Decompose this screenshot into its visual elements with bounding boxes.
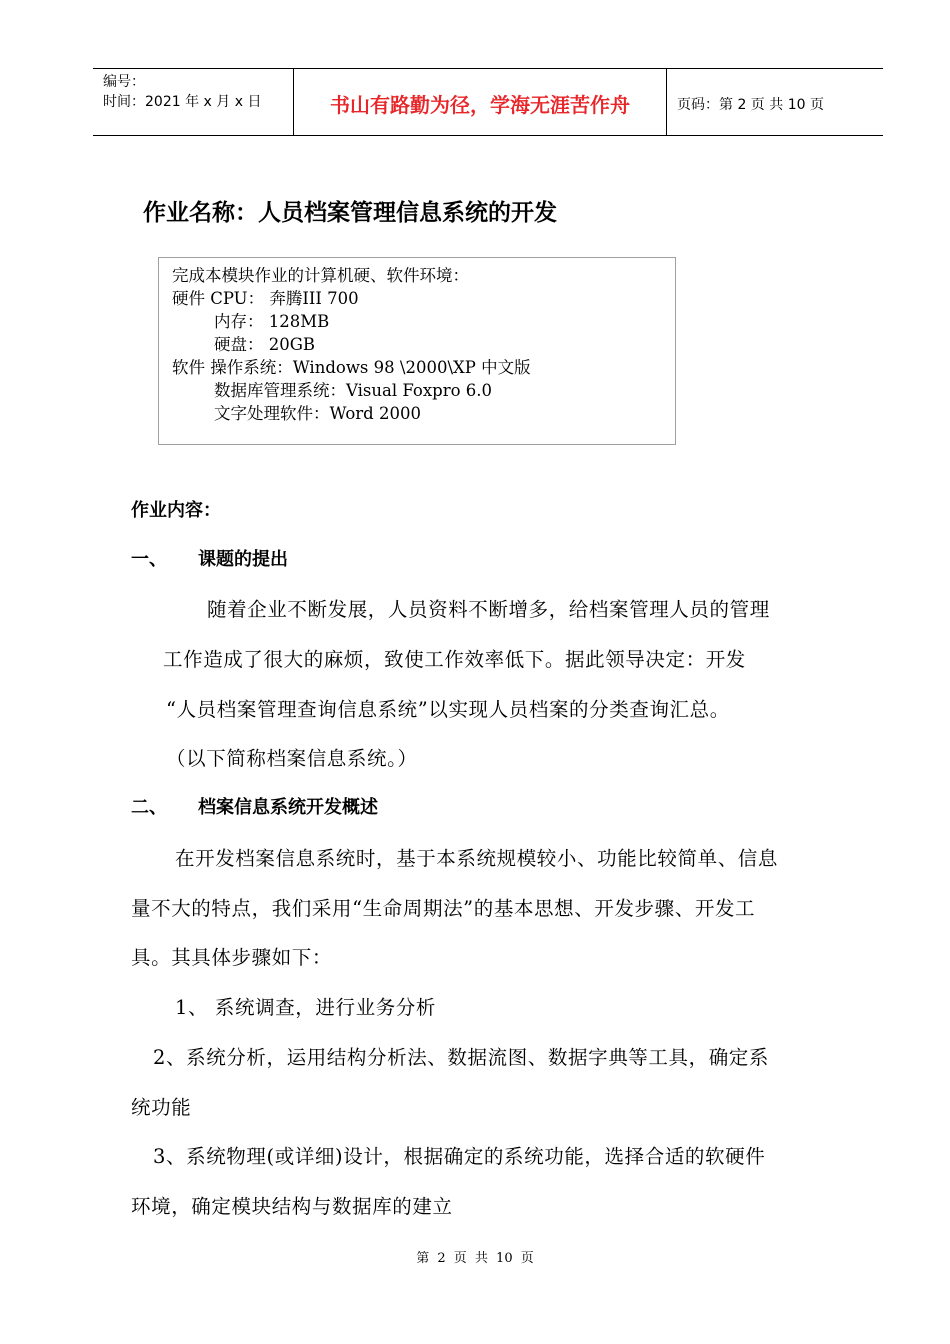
step-2: 2、系统分析，运用结构分析法、数据流图、数据字典等工具，确定系 (153, 1046, 770, 1069)
environment-database: 数据库管理系统：Visual Foxpro 6.0 (214, 381, 493, 400)
header-motto: 书山有路勤为径，学海无涯苦作舟 (330, 93, 630, 117)
section-2-line-1: 在开发档案信息系统时，基于本系统规模较小、功能比较简单、信息 (175, 847, 779, 870)
assignment-title: 作业名称：人员档案管理信息系统的开发 (143, 200, 557, 226)
page-header (93, 68, 883, 136)
section-1-number: 一、 (131, 549, 167, 570)
header-motto-cell (294, 69, 667, 135)
step-1: 1、 系统调查，进行业务分析 (175, 996, 437, 1019)
header-page-info: 页码：第 2 页 共 10 页 (677, 97, 824, 113)
section-1-line-4: （以下简称档案信息系统。） (166, 747, 418, 770)
step-3-continued: 环境，确定模块结构与数据库的建立 (131, 1195, 453, 1218)
environment-box (158, 257, 676, 445)
section-1-title: 课题的提出 (198, 549, 288, 570)
section-2-number: 二、 (131, 797, 167, 818)
section-1-line-3: “人员档案管理查询信息系统”以实现人员档案的分类查询汇总。 (166, 698, 730, 721)
environment-disk: 硬盘： 20GB (214, 335, 316, 354)
environment-memory: 内存： 128MB (214, 312, 330, 331)
section-2-title: 档案信息系统开发概述 (198, 797, 378, 818)
section-2-line-2: 量不大的特点，我们采用“生命周期法”的基本思想、开发步骤、开发工 (131, 897, 756, 920)
document-code-label: 编号： (103, 74, 145, 90)
environment-word-processor: 文字处理软件：Word 2000 (214, 404, 421, 423)
environment-intro: 完成本模块作业的计算机硬、软件环境： (172, 266, 469, 285)
step-2-continued: 统功能 (131, 1096, 192, 1119)
environment-os: 软件 操作系统：Windows 98 \2000\XP 中文版 (172, 358, 531, 377)
page-footer: 第 2 页 共 10 页 (416, 1251, 534, 1266)
content-heading: 作业内容： (131, 500, 221, 521)
step-3: 3、系统物理(或详细)设计，根据确定的系统功能，选择合适的软硬件 (153, 1145, 766, 1168)
section-1-line-1: 随着企业不断发展，人员资料不断增多，给档案管理人员的管理 (207, 598, 770, 621)
environment-cpu: 硬件 CPU： 奔腾III 700 (172, 289, 359, 308)
section-1-line-2: 工作造成了很大的麻烦，致使工作效率低下。据此领导决定：开发 (163, 648, 746, 671)
header-page-cell (667, 69, 883, 135)
section-2-line-3: 具。其具体步骤如下： (131, 946, 333, 969)
header-left-cell (93, 69, 294, 135)
document-time-label: 时间：2021 年 x 月 x 日 (103, 94, 262, 110)
